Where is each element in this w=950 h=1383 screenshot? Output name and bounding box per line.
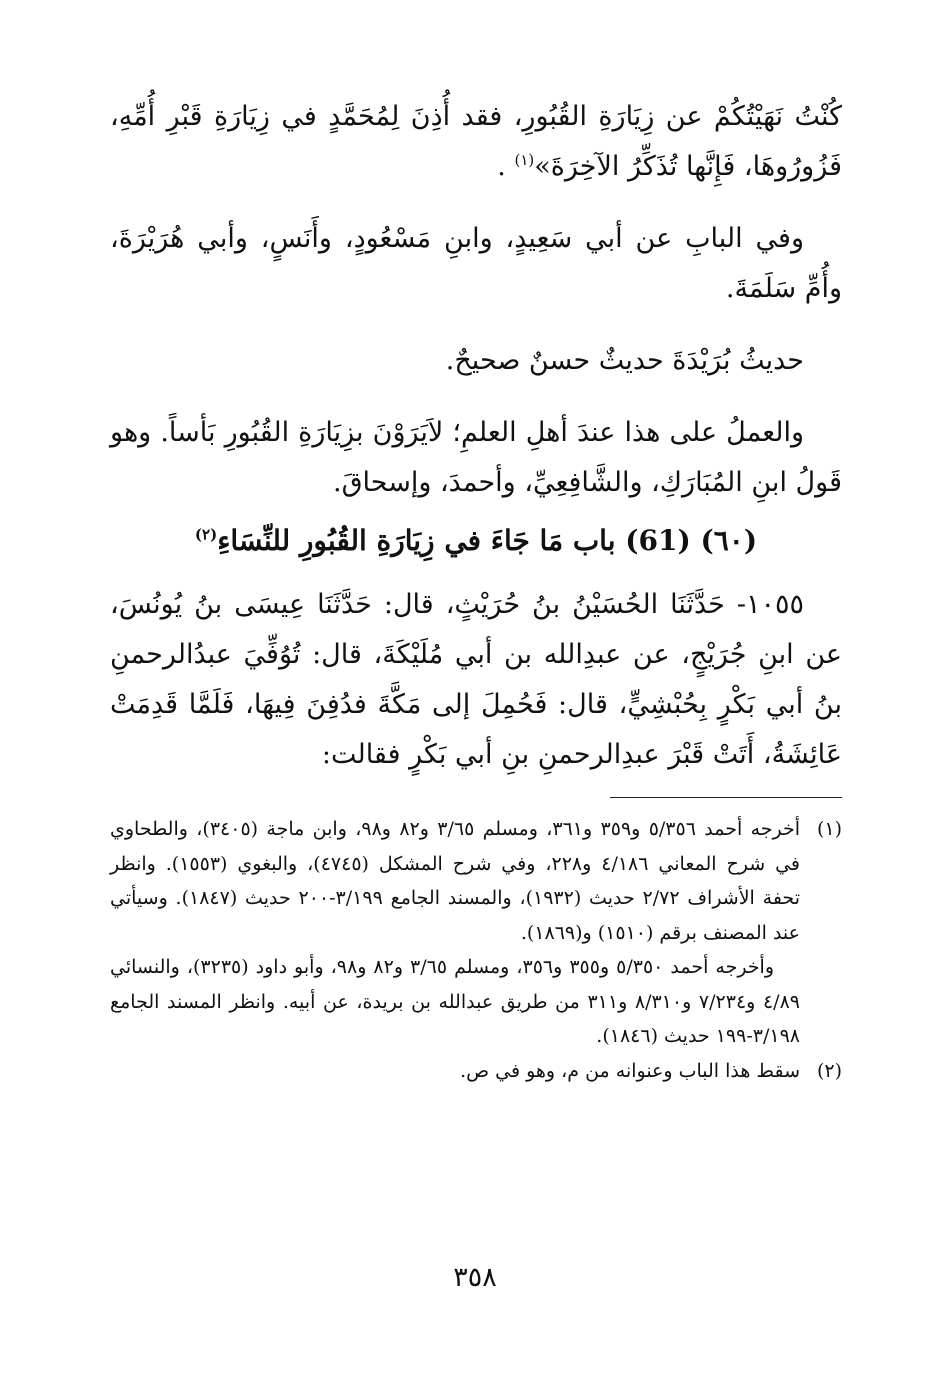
paragraph-scholars-practice: والعملُ على هذا عندَ أهلِ العلمِ؛ لاَيَرَوْنَ بزِيَارَةِ القُبُورِ بَأساً. وهو قَولُ ابنِ المُبَارَكِ، والشَّافِعِيِّ، وأحمدَ، وإسحاقَ. [110, 417, 842, 498]
footnote-divider [610, 797, 842, 798]
footnote-text: سقط هذا الباب وعنوانه من م، وهو في ص. [460, 1059, 800, 1082]
page-number: ٣٥٨ [453, 1262, 497, 1293]
main-text [110, 92, 842, 780]
footnote-1 [110, 812, 842, 950]
paragraph-hadith-1055: ١٠٥٥- حَدَّثَنَا الحُسَيْنُ بنُ حُرَيْثٍ، قال: حَدَّثَنَا عِيسَى بنُ يُونُسَ، عن ابنِ جُرَيْجٍ، عن عبدِالله بن أبي مُلَيْكَةَ، قال: تُوُفِّيَ عبدُالرحمنِ بنُ أبي بَكْرٍ بِحُبْشِيٍّ، قال: فَحُمِلَ إلى مَكَّةَ فدُفِنَ فِيهَا، فَلَمَّا قَدِمَتْ عَائِشَةُ، أَتَتْ قَبْرَ عبدِالرحمنِ بنِ أبي بَكْرٍ فقالت: [110, 589, 843, 770]
paragraph-chapter-narrators: وفي البابِ عن أبي سَعِيدٍ، وابنِ مَسْعُودٍ، وأَنَسٍ، وأبي هُرَيْرَةَ، وأُمِّ سَلَمَةَ. [110, 223, 842, 304]
paragraph-grading: حديثُ بُرَيْدَةَ حديثٌ حسنٌ صحيحٌ. [445, 345, 804, 376]
footnote-2 [110, 1054, 842, 1089]
hadith-text: كُنْتُ نَهَيْتُكُمْ عن زِيَارَةِ القُبُورِ، فقد أُذِنَ لِمُحَمَّدٍ في زِيَارَةِ قَبْرِ أُمِّهِ، فَزُورُوهَا، فَإِنَّها تُذَكِّرُ الآخِرَةَ» [110, 101, 842, 182]
footnotes [110, 812, 842, 1088]
hadith-end-mark: . [497, 151, 515, 182]
footnote-1-continuation: وأخرجه أحمد ٥/٣٥٠ و٣٥٥ و٣٥٦، ومسلم ٣/٦٥ و٨٢ و٩٨، وأبو داود (٣٢٣٥)، والنسائي ٤/٨٩ و٧/٢٣٤ و٨/٣١٠ و٣١١ من طريق عبدالله بن بريدة، عن أبيه. وانظر المسند الجامع ٣/١٩٨-١٩٩ حديث (١٨٤٦). [110, 956, 800, 1047]
footnote-number: (١) [816, 818, 842, 840]
chapter-heading-text: (٦٠) (61) باب مَا جَاءَ في زِيَارَةِ القُبُورِ للنِّسَاءِ [217, 524, 758, 557]
footnote-ref-2: (٢) [194, 525, 218, 544]
footnote-ref-1: (١) [514, 151, 535, 169]
footnote-number: (٢) [816, 1059, 842, 1082]
footnote-text: أخرجه أحمد ٥/٣٥٦ و٣٥٩ و٣٦١، ومسلم ٣/٦٥ و٨٢ و٩٨، وابن ماجة (٣٤٠٥)، والطحاوي في شرح المعاني ٤/١٨٦ و٢٢٨، وفي شرح المشكل (٤٧٤٥)، والبغوي (١٥٥٣). وانظر تحفة الأشراف ٢/٧٢ حديث (١٩٣٢)، والمسند الجامع ٣/١٩٩-٢٠٠ حديث (١٨٤٧). وسيأتي عند المصنف برقم (١٥١٠) و(١٨٦٩). [110, 818, 801, 944]
paragraph-hadith-end [110, 92, 842, 192]
chapter-heading [110, 516, 842, 566]
